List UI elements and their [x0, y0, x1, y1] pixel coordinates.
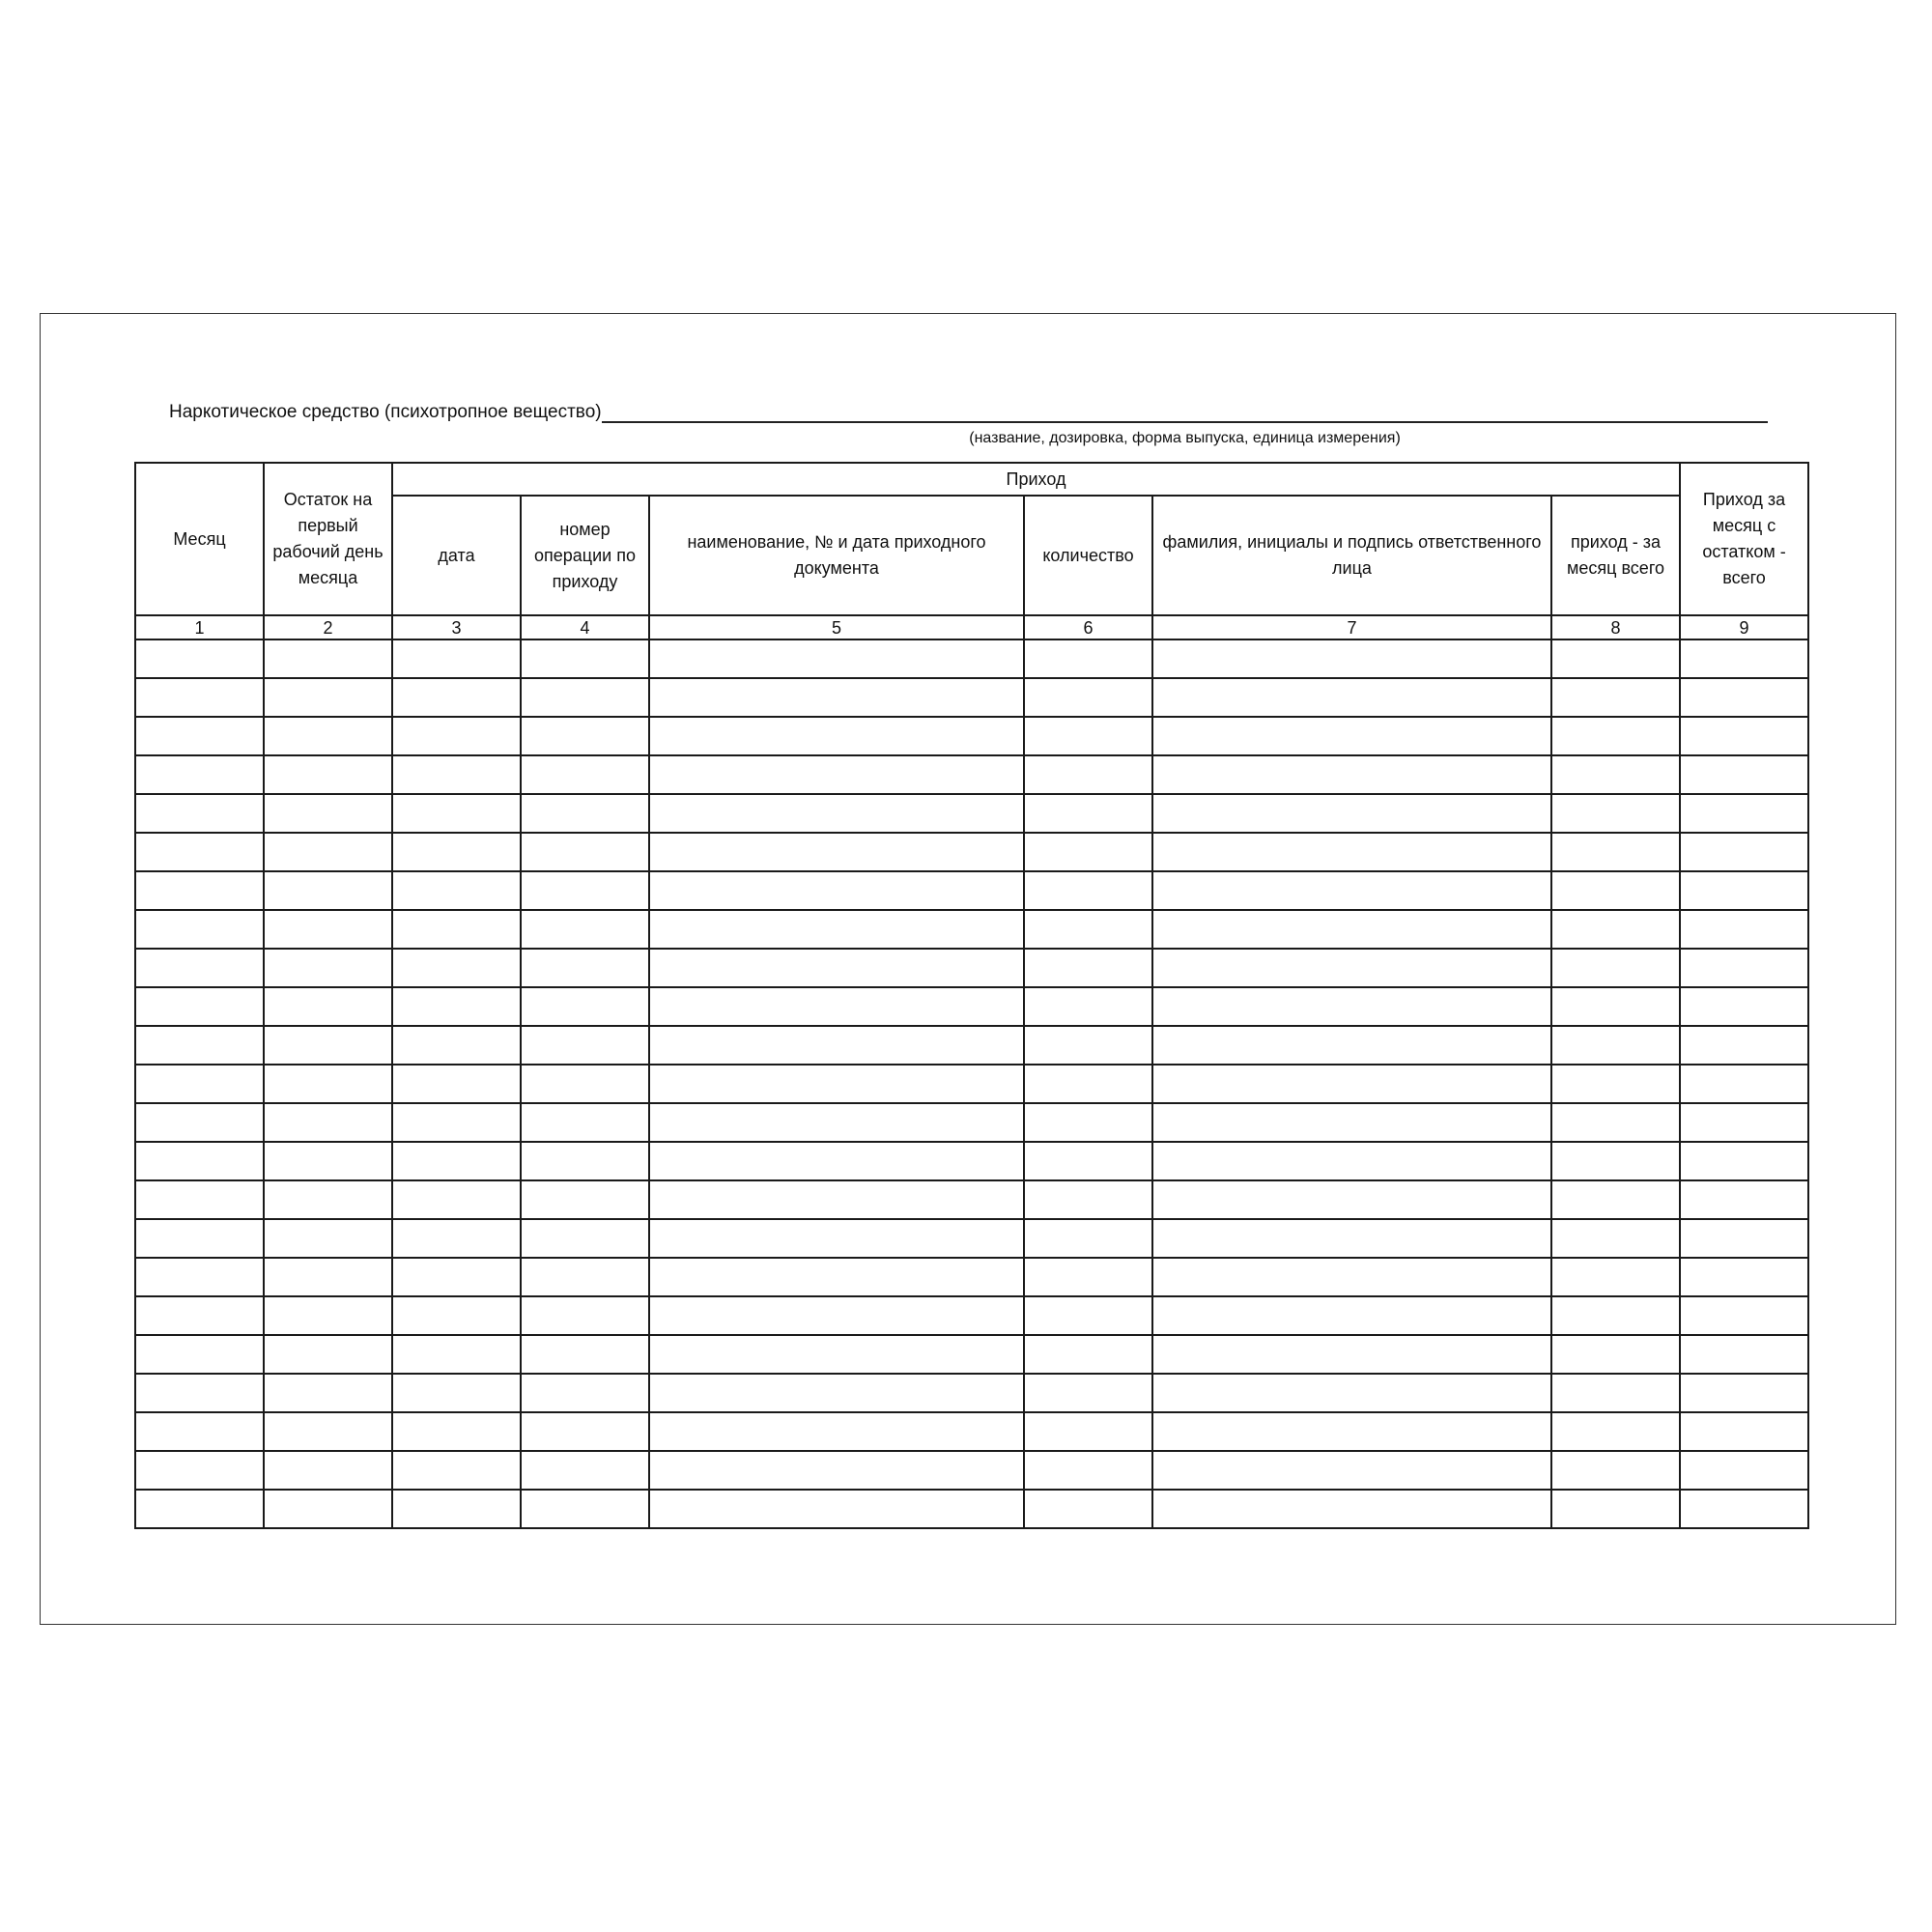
entry-cell[interactable]	[1024, 1374, 1152, 1412]
header-quantity: количество	[1024, 496, 1152, 615]
entry-cell[interactable]	[521, 1335, 649, 1374]
entry-cell[interactable]	[1680, 1065, 1808, 1103]
entry-cell[interactable]	[521, 871, 649, 910]
table-row	[135, 871, 1808, 910]
entry-cell[interactable]	[392, 1335, 521, 1374]
header-month: Месяц	[135, 463, 264, 615]
entry-cell[interactable]	[649, 833, 1024, 871]
entry-cell[interactable]	[135, 949, 264, 987]
entry-cell[interactable]	[264, 1065, 392, 1103]
entry-cell[interactable]	[264, 833, 392, 871]
entry-cell[interactable]	[649, 1258, 1024, 1296]
entry-cell[interactable]	[521, 1026, 649, 1065]
header-balance: Остаток на первый рабочий день месяца	[264, 463, 392, 615]
entry-cell[interactable]	[1024, 1142, 1152, 1180]
table-row	[135, 833, 1808, 871]
column-number: 8	[1551, 615, 1680, 639]
entry-cell[interactable]	[1024, 1258, 1152, 1296]
entry-cell[interactable]	[264, 949, 392, 987]
header-receipt-month-total: приход - за месяц всего	[1551, 496, 1680, 615]
column-number: 6	[1024, 615, 1152, 639]
entry-cell[interactable]	[264, 1374, 392, 1412]
column-number: 3	[392, 615, 521, 639]
entry-cell[interactable]	[649, 639, 1024, 678]
entry-cell[interactable]	[1680, 1142, 1808, 1180]
entry-cell[interactable]	[649, 1219, 1024, 1258]
entry-cell[interactable]	[135, 1180, 264, 1219]
column-number-row	[135, 615, 1808, 639]
entry-cell[interactable]	[1680, 755, 1808, 794]
entry-cell[interactable]	[1024, 1335, 1152, 1374]
entry-cell[interactable]	[649, 1103, 1024, 1142]
entry-cell[interactable]	[1152, 1026, 1551, 1065]
entry-cell[interactable]	[135, 794, 264, 833]
entry-cell[interactable]	[392, 1490, 521, 1528]
entry-cell[interactable]	[264, 639, 392, 678]
entry-cell[interactable]	[135, 1103, 264, 1142]
table-row	[135, 1296, 1808, 1335]
entry-cell[interactable]	[521, 910, 649, 949]
entry-cell[interactable]	[135, 1258, 264, 1296]
entry-cell[interactable]	[521, 755, 649, 794]
table-row	[135, 678, 1808, 717]
entry-cell[interactable]	[521, 1296, 649, 1335]
entry-cell[interactable]	[1152, 987, 1551, 1026]
column-number: 1	[135, 615, 264, 639]
entry-cell[interactable]	[649, 987, 1024, 1026]
entry-cell[interactable]	[392, 833, 521, 871]
entry-cell[interactable]	[649, 1374, 1024, 1412]
entry-cell[interactable]	[392, 1258, 521, 1296]
entry-cell[interactable]	[392, 717, 521, 755]
entry-cell[interactable]	[1680, 1103, 1808, 1142]
entry-cell[interactable]	[1152, 1219, 1551, 1258]
entry-cell[interactable]	[649, 794, 1024, 833]
entry-cell[interactable]	[1551, 833, 1680, 871]
table-row	[135, 949, 1808, 987]
entry-cell[interactable]	[1680, 1296, 1808, 1335]
entry-cell[interactable]	[1551, 1258, 1680, 1296]
entry-cell[interactable]	[649, 1451, 1024, 1490]
entry-cell[interactable]	[392, 987, 521, 1026]
table-row	[135, 1335, 1808, 1374]
entry-cell[interactable]	[264, 987, 392, 1026]
entry-cell[interactable]	[1551, 1451, 1680, 1490]
entry-cell[interactable]	[264, 871, 392, 910]
entry-cell[interactable]	[1551, 639, 1680, 678]
entry-cell[interactable]	[649, 755, 1024, 794]
entry-cell[interactable]	[1680, 910, 1808, 949]
entry-cell[interactable]	[1152, 1412, 1551, 1451]
entry-cell[interactable]	[1152, 1180, 1551, 1219]
table-row	[135, 717, 1808, 755]
entry-cell[interactable]	[135, 1412, 264, 1451]
entry-cell[interactable]	[1551, 678, 1680, 717]
entry-cell[interactable]	[1680, 987, 1808, 1026]
entry-cell[interactable]	[521, 949, 649, 987]
entry-cell[interactable]	[1680, 717, 1808, 755]
table-row	[135, 1065, 1808, 1103]
entry-cell[interactable]	[135, 1065, 264, 1103]
entry-cell[interactable]	[392, 639, 521, 678]
entry-cell[interactable]	[1152, 1065, 1551, 1103]
entry-cell[interactable]	[264, 1026, 392, 1065]
table-row	[135, 639, 1808, 678]
entry-cell[interactable]	[135, 678, 264, 717]
table-row	[135, 1142, 1808, 1180]
table-row	[135, 755, 1808, 794]
entry-cell[interactable]	[649, 1412, 1024, 1451]
table-row	[135, 1026, 1808, 1065]
entry-cell[interactable]	[1551, 1490, 1680, 1528]
entry-cell[interactable]	[264, 678, 392, 717]
entry-cell[interactable]	[521, 1490, 649, 1528]
entry-cell[interactable]	[392, 755, 521, 794]
entry-cell[interactable]	[1551, 1142, 1680, 1180]
column-number: 5	[649, 615, 1024, 639]
entry-cell[interactable]	[264, 1103, 392, 1142]
entry-cell[interactable]	[264, 910, 392, 949]
entry-cell[interactable]	[1551, 1026, 1680, 1065]
entry-cell[interactable]	[1152, 1296, 1551, 1335]
entry-cell[interactable]	[521, 833, 649, 871]
entry-cell[interactable]	[135, 1490, 264, 1528]
form-title: Наркотическое средство (психотропное вещество)	[169, 402, 602, 422]
entry-cell[interactable]	[392, 1026, 521, 1065]
entry-cell[interactable]	[1551, 1412, 1680, 1451]
entry-cell[interactable]	[521, 794, 649, 833]
entry-cell[interactable]	[1680, 1219, 1808, 1258]
entry-cell[interactable]	[521, 1065, 649, 1103]
entry-cell[interactable]	[135, 639, 264, 678]
table-row	[135, 910, 1808, 949]
entry-cell[interactable]	[1152, 717, 1551, 755]
entry-cell[interactable]	[1680, 1412, 1808, 1451]
header-receipt-with-balance: Приход за месяц с остатком - всего	[1680, 463, 1808, 615]
entry-cell[interactable]	[1024, 639, 1152, 678]
entry-cell[interactable]	[1024, 794, 1152, 833]
entry-cell[interactable]	[392, 794, 521, 833]
table-row	[135, 987, 1808, 1026]
entry-cell[interactable]	[1152, 871, 1551, 910]
entry-cell[interactable]	[649, 678, 1024, 717]
entry-cell[interactable]	[1152, 910, 1551, 949]
table-row	[135, 1412, 1808, 1451]
entry-cell[interactable]	[264, 1180, 392, 1219]
entry-cell[interactable]	[392, 1219, 521, 1258]
entry-cell[interactable]	[1680, 1374, 1808, 1412]
entry-cell[interactable]	[1680, 1335, 1808, 1374]
table-row	[135, 1490, 1808, 1528]
entry-cell[interactable]	[1551, 949, 1680, 987]
entry-cell[interactable]	[1680, 949, 1808, 987]
entry-cell[interactable]	[1680, 678, 1808, 717]
entry-cell[interactable]	[264, 1296, 392, 1335]
entry-cell[interactable]	[1680, 1026, 1808, 1065]
entry-cell[interactable]	[1024, 1026, 1152, 1065]
entry-cell[interactable]	[1152, 1490, 1551, 1528]
entry-cell[interactable]	[264, 755, 392, 794]
entry-cell[interactable]	[135, 910, 264, 949]
entry-cell[interactable]	[521, 1142, 649, 1180]
entry-cell[interactable]	[649, 1180, 1024, 1219]
entry-cell[interactable]	[1152, 1103, 1551, 1142]
entry-cell[interactable]	[135, 1335, 264, 1374]
table-row	[135, 1219, 1808, 1258]
receipt-journal-table	[134, 462, 1809, 1529]
entry-cell[interactable]	[521, 717, 649, 755]
entry-cell[interactable]	[1152, 678, 1551, 717]
entry-cell[interactable]	[1152, 794, 1551, 833]
column-number: 7	[1152, 615, 1551, 639]
entry-cell[interactable]	[649, 1026, 1024, 1065]
entry-cell[interactable]	[135, 1142, 264, 1180]
header-operation-number: номер операции по приходу	[521, 496, 649, 615]
entry-cell[interactable]	[1152, 833, 1551, 871]
entry-cell[interactable]	[1152, 755, 1551, 794]
entry-cell[interactable]	[1551, 871, 1680, 910]
entry-cell[interactable]	[1024, 1412, 1152, 1451]
entry-cell[interactable]	[1551, 987, 1680, 1026]
entry-cell[interactable]	[1152, 639, 1551, 678]
form-subtitle: (название, дозировка, форма выпуска, единица измерения)	[969, 430, 1401, 446]
entry-cell[interactable]	[392, 1412, 521, 1451]
column-number: 2	[264, 615, 392, 639]
table-row	[135, 1451, 1808, 1490]
entry-cell[interactable]	[392, 1180, 521, 1219]
entry-cell[interactable]	[392, 1374, 521, 1412]
entry-cell[interactable]	[1551, 1374, 1680, 1412]
entry-cell[interactable]	[392, 949, 521, 987]
entry-cell[interactable]	[649, 871, 1024, 910]
entry-cell[interactable]	[1152, 1142, 1551, 1180]
header-receipt-group: Приход	[392, 463, 1680, 496]
entry-cell[interactable]	[135, 871, 264, 910]
entry-cell[interactable]	[521, 1412, 649, 1451]
entry-cell[interactable]	[1152, 1451, 1551, 1490]
entry-cell[interactable]	[1152, 949, 1551, 987]
entry-cell[interactable]	[392, 1296, 521, 1335]
entry-cell[interactable]	[1024, 1180, 1152, 1219]
entry-cell[interactable]	[135, 1451, 264, 1490]
entry-cell[interactable]	[1680, 871, 1808, 910]
table-row	[135, 794, 1808, 833]
entry-cell[interactable]	[1024, 1103, 1152, 1142]
entry-cell[interactable]	[135, 755, 264, 794]
entry-cell[interactable]	[649, 1142, 1024, 1180]
entry-cell[interactable]	[264, 717, 392, 755]
entry-cell[interactable]	[1551, 1335, 1680, 1374]
entry-cell[interactable]	[1551, 755, 1680, 794]
entry-cell[interactable]	[264, 1258, 392, 1296]
entry-cell[interactable]	[392, 871, 521, 910]
entry-cell[interactable]	[649, 1335, 1024, 1374]
entry-cell[interactable]	[1551, 794, 1680, 833]
entry-cell[interactable]	[521, 1258, 649, 1296]
entry-cell[interactable]	[392, 1065, 521, 1103]
entry-cell[interactable]	[392, 910, 521, 949]
entry-cell[interactable]	[1024, 1065, 1152, 1103]
entry-cell[interactable]	[392, 1103, 521, 1142]
entry-cell[interactable]	[135, 1219, 264, 1258]
table-row	[135, 1103, 1808, 1142]
entry-cell[interactable]	[521, 1374, 649, 1412]
entry-cell[interactable]	[1024, 755, 1152, 794]
entry-cell[interactable]	[1024, 910, 1152, 949]
entry-cell[interactable]	[1680, 794, 1808, 833]
table-row	[135, 1258, 1808, 1296]
entry-cell[interactable]	[1024, 1490, 1152, 1528]
entry-cell[interactable]	[1024, 871, 1152, 910]
entry-cell[interactable]	[392, 1142, 521, 1180]
entry-cell[interactable]	[1680, 1451, 1808, 1490]
entry-cell[interactable]	[264, 1451, 392, 1490]
entry-cell[interactable]	[392, 678, 521, 717]
entry-cell[interactable]	[1024, 1451, 1152, 1490]
entry-cell[interactable]	[1551, 910, 1680, 949]
entry-cell[interactable]	[1024, 987, 1152, 1026]
entry-cell[interactable]	[1680, 1180, 1808, 1219]
entry-cell[interactable]	[649, 949, 1024, 987]
header-date: дата	[392, 496, 521, 615]
entry-cell[interactable]	[649, 717, 1024, 755]
header-document: наименование, № и дата приходного документа	[649, 496, 1024, 615]
entry-cell[interactable]	[521, 639, 649, 678]
entry-cell[interactable]	[649, 1490, 1024, 1528]
entry-cell[interactable]	[1024, 678, 1152, 717]
entry-cell[interactable]	[1152, 1335, 1551, 1374]
table-row	[135, 1374, 1808, 1412]
entry-cell[interactable]	[521, 1219, 649, 1258]
entry-cell[interactable]	[264, 1412, 392, 1451]
entry-cell[interactable]	[1680, 1258, 1808, 1296]
column-number: 9	[1680, 615, 1808, 639]
entry-cell[interactable]	[521, 1451, 649, 1490]
entry-cell[interactable]	[521, 987, 649, 1026]
entry-cell[interactable]	[264, 1490, 392, 1528]
entry-cell[interactable]	[649, 1296, 1024, 1335]
entry-cell[interactable]	[1680, 1490, 1808, 1528]
table-row	[135, 1180, 1808, 1219]
entry-cell[interactable]	[649, 1065, 1024, 1103]
entry-cell[interactable]	[392, 1451, 521, 1490]
entry-cell[interactable]	[135, 1026, 264, 1065]
entry-cell[interactable]	[1024, 1219, 1152, 1258]
entry-cell[interactable]	[264, 794, 392, 833]
entry-cell[interactable]	[1551, 1180, 1680, 1219]
substance-name-line	[602, 421, 1768, 423]
entry-cell[interactable]	[264, 1335, 392, 1374]
entry-cell[interactable]	[1551, 717, 1680, 755]
entry-cell[interactable]	[135, 717, 264, 755]
entry-cell[interactable]	[649, 910, 1024, 949]
entry-cell[interactable]	[521, 1103, 649, 1142]
entry-cell[interactable]	[1551, 1296, 1680, 1335]
entry-cell[interactable]	[521, 678, 649, 717]
header-responsible: фамилия, инициалы и подпись ответственного лица	[1152, 496, 1551, 615]
entry-cell[interactable]	[1551, 1065, 1680, 1103]
entry-cell[interactable]	[1680, 833, 1808, 871]
entry-cell[interactable]	[1680, 639, 1808, 678]
entry-cell[interactable]	[1024, 949, 1152, 987]
entry-cell[interactable]	[1152, 1258, 1551, 1296]
column-number: 4	[521, 615, 649, 639]
entry-cell[interactable]	[135, 987, 264, 1026]
entry-cell[interactable]	[135, 1374, 264, 1412]
entry-cell[interactable]	[1024, 717, 1152, 755]
journal-body	[135, 615, 1808, 1528]
entry-cell[interactable]	[1551, 1219, 1680, 1258]
entry-cell[interactable]	[264, 1219, 392, 1258]
entry-cell[interactable]	[264, 1142, 392, 1180]
entry-cell[interactable]	[1551, 1103, 1680, 1142]
entry-cell[interactable]	[135, 1296, 264, 1335]
entry-cell[interactable]	[1152, 1374, 1551, 1412]
entry-cell[interactable]	[1024, 833, 1152, 871]
entry-cell[interactable]	[521, 1180, 649, 1219]
entry-cell[interactable]	[1024, 1296, 1152, 1335]
entry-cell[interactable]	[135, 833, 264, 871]
